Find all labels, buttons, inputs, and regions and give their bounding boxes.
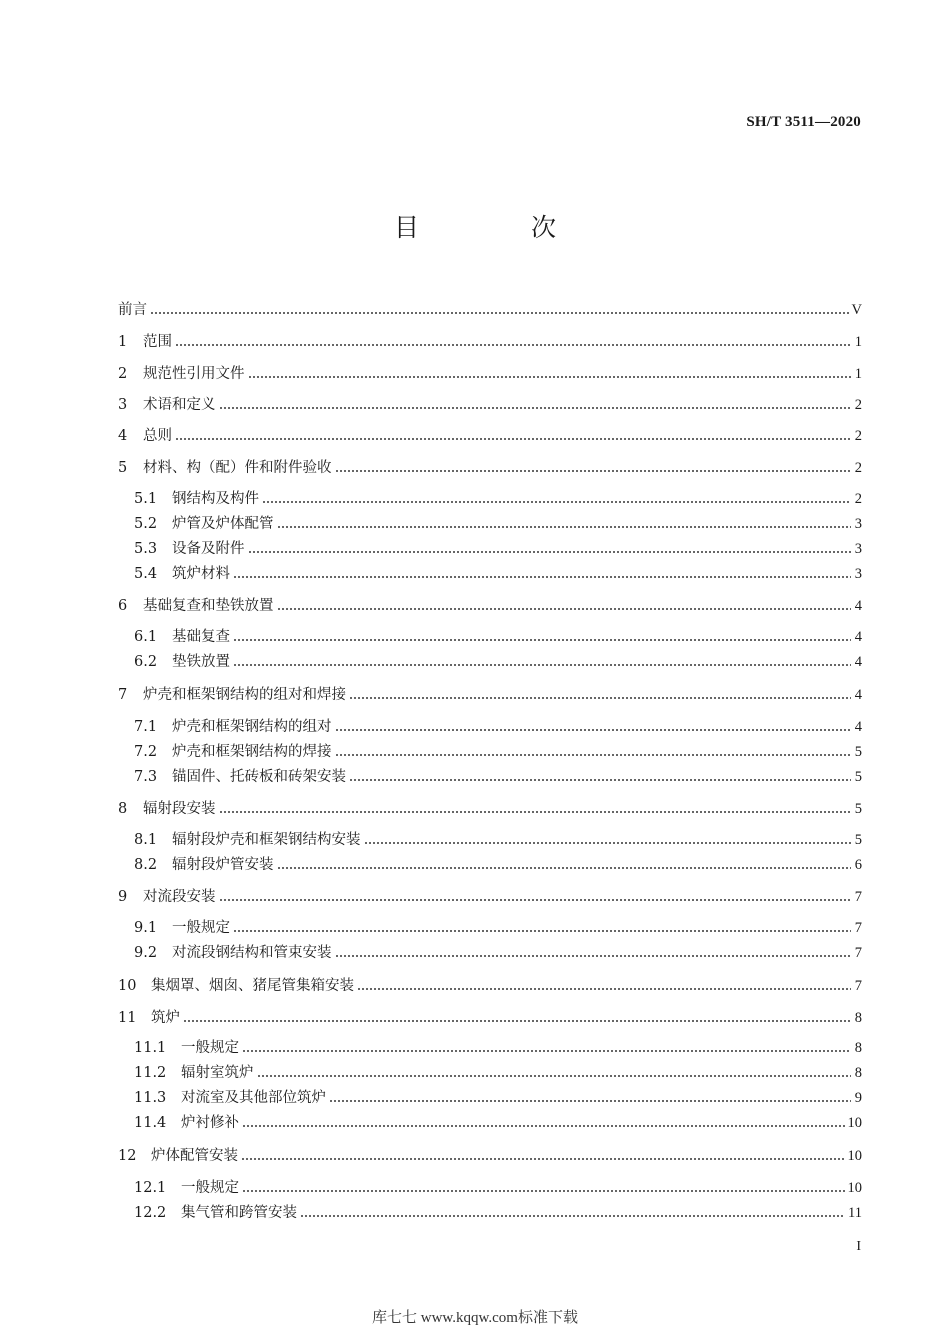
toc-entry-number: 8 xyxy=(118,801,128,817)
toc-entry-label: 辐射段炉壳和框架钢结构安装 xyxy=(172,832,361,848)
toc-entry-page: 10 xyxy=(847,1148,862,1164)
toc-entry[interactable] xyxy=(118,798,862,820)
toc-entry-page: 4 xyxy=(854,687,862,703)
toc-entry-page: 2 xyxy=(854,428,862,444)
watermark-text: 库七七 www.kqqw.com标准下载 xyxy=(372,1310,578,1326)
toc-entry[interactable] xyxy=(134,626,862,648)
toc-entry-number: 11 xyxy=(118,1010,137,1026)
dot-leader xyxy=(219,899,852,902)
toc-entry[interactable] xyxy=(134,651,862,673)
dot-leader xyxy=(233,639,851,642)
toc-entry-label: 筑炉材料 xyxy=(172,566,230,582)
toc-entry-number: 2 xyxy=(118,366,128,382)
toc-entry-number: 11.1 xyxy=(134,1040,167,1056)
dot-leader xyxy=(233,930,851,933)
toc-entry-label: 筑炉 xyxy=(151,1010,180,1026)
toc-entry-page: 8 xyxy=(854,1065,862,1081)
toc-entry-page: 2 xyxy=(854,460,862,476)
dot-leader xyxy=(349,779,851,782)
toc-entry-label: 集烟罩、烟囱、猪尾管集箱安装 xyxy=(151,978,354,994)
toc-entry-label: 规范性引用文件 xyxy=(143,366,245,382)
toc-entry[interactable] xyxy=(118,363,862,385)
toc-entry-label: 辐射段安装 xyxy=(143,801,216,817)
toc-entry-label: 辐射段炉管安装 xyxy=(172,857,274,873)
toc-entry-page: 11 xyxy=(848,1205,862,1221)
toc-entry[interactable] xyxy=(134,829,862,851)
dot-leader xyxy=(349,697,851,700)
toc-entry-label: 对流段安装 xyxy=(143,889,216,905)
toc-entry-label: 辐射室筑炉 xyxy=(181,1065,254,1081)
toc-entry-page: 10 xyxy=(847,1180,862,1196)
dot-leader xyxy=(335,470,852,473)
dot-leader xyxy=(277,526,852,529)
dot-leader xyxy=(248,376,852,379)
toc-entry-label: 炉衬修补 xyxy=(181,1115,239,1131)
toc-entry-label: 对流段钢结构和管束安装 xyxy=(172,945,332,961)
dot-leader xyxy=(277,608,852,611)
dot-leader xyxy=(364,842,852,845)
toc-entry[interactable] xyxy=(118,331,862,353)
toc-entry-label: 范围 xyxy=(143,334,172,350)
toc-entry[interactable] xyxy=(134,1087,862,1109)
dot-leader xyxy=(257,1075,852,1078)
toc-entry-label: 对流室及其他部位筑炉 xyxy=(181,1090,326,1106)
toc-entry[interactable] xyxy=(118,299,862,321)
toc-entry-number: 8.1 xyxy=(134,832,158,848)
page-number: I xyxy=(856,1239,861,1254)
dot-leader xyxy=(242,1125,845,1128)
toc-entry-label: 炉壳和框架钢结构的焊接 xyxy=(172,744,332,760)
dot-leader xyxy=(233,576,851,579)
toc-entry[interactable] xyxy=(134,854,862,876)
toc-entry-number: 5.4 xyxy=(134,566,158,582)
toc-entry-page: 8 xyxy=(854,1010,862,1026)
toc-entry[interactable] xyxy=(134,538,862,560)
toc-entry-page: 7 xyxy=(854,920,862,936)
dot-leader xyxy=(150,312,849,315)
toc-entry[interactable] xyxy=(118,595,862,617)
toc-entry-label: 集气管和跨管安装 xyxy=(181,1205,297,1221)
toc-entry-number: 5 xyxy=(118,460,128,476)
dot-leader xyxy=(242,1050,851,1053)
toc-entry-page: 4 xyxy=(854,719,862,735)
toc-entry-number: 12.2 xyxy=(134,1205,167,1221)
toc-entry-page: 7 xyxy=(854,945,862,961)
dot-leader xyxy=(248,551,852,554)
toc-entry-page: 7 xyxy=(854,978,862,994)
toc-entry[interactable] xyxy=(118,975,862,997)
toc-entry-label: 一般规定 xyxy=(172,920,230,936)
toc-entry-label: 一般规定 xyxy=(181,1180,239,1196)
toc-entry[interactable] xyxy=(134,917,862,939)
toc-entry-page: 8 xyxy=(854,1040,862,1056)
dot-leader xyxy=(219,811,852,814)
toc-entry-number: 7 xyxy=(118,687,128,703)
toc-entry-page: V xyxy=(851,302,862,318)
dot-leader xyxy=(335,754,852,757)
toc-entry-label: 锚固件、托砖板和砖架安装 xyxy=(172,769,346,785)
toc-entry-page: 4 xyxy=(854,629,862,645)
toc-entry[interactable] xyxy=(118,1145,862,1167)
toc-entry-page: 5 xyxy=(854,801,862,817)
toc-entry-label: 基础复查和垫铁放置 xyxy=(143,598,274,614)
toc-entry-number: 5.3 xyxy=(134,541,158,557)
standard-code: SH/T 3511—2020 xyxy=(746,114,861,130)
toc-entry-number: 9.1 xyxy=(134,920,158,936)
toc-entry-page: 3 xyxy=(854,566,862,582)
toc-entry-label: 一般规定 xyxy=(181,1040,239,1056)
toc-entry-page: 7 xyxy=(854,889,862,905)
toc-entry-number: 6.1 xyxy=(134,629,158,645)
toc-entry-page: 1 xyxy=(854,366,862,382)
toc-entry-label: 材料、构（配）件和附件验收 xyxy=(143,460,332,476)
toc-entry-number: 12.1 xyxy=(134,1180,167,1196)
toc-entry-number: 1 xyxy=(118,334,128,350)
toc-entry-label: 前言 xyxy=(118,302,147,318)
toc-entry-label: 炉壳和框架钢结构的组对 xyxy=(172,719,332,735)
toc-entry-number: 9.2 xyxy=(134,945,158,961)
toc-entry-number: 11.4 xyxy=(134,1115,167,1131)
toc-entry-page: 4 xyxy=(854,598,862,614)
toc-entry-number: 3 xyxy=(118,397,128,413)
toc-entry-page: 1 xyxy=(854,334,862,350)
dot-leader xyxy=(300,1215,845,1218)
dot-leader xyxy=(219,407,852,410)
toc-entry-number: 8.2 xyxy=(134,857,158,873)
toc-entry-page: 10 xyxy=(847,1115,862,1131)
toc-entry[interactable] xyxy=(118,684,862,706)
toc-entry-number: 12 xyxy=(118,1148,137,1164)
toc-entry[interactable] xyxy=(134,741,862,763)
toc-entry-label: 设备及附件 xyxy=(172,541,245,557)
toc-entry[interactable] xyxy=(134,1112,862,1134)
dot-leader xyxy=(175,344,851,347)
toc-entry-number: 7.3 xyxy=(134,769,158,785)
toc-entry-number: 7.1 xyxy=(134,719,158,735)
toc-entry[interactable] xyxy=(134,1037,862,1059)
toc-entry[interactable] xyxy=(134,716,862,738)
toc-entry[interactable] xyxy=(134,563,862,585)
toc-entry-number: 6.2 xyxy=(134,654,158,670)
toc-entry-label: 垫铁放置 xyxy=(172,654,230,670)
toc-entry-page: 3 xyxy=(854,516,862,532)
dot-leader xyxy=(329,1100,851,1103)
toc-entry[interactable] xyxy=(118,886,862,908)
dot-leader xyxy=(183,1020,851,1023)
toc-entry-number: 11.3 xyxy=(134,1090,167,1106)
toc-entry-label: 总则 xyxy=(143,428,172,444)
toc-entry[interactable] xyxy=(118,425,862,447)
toc-entry[interactable] xyxy=(134,942,862,964)
toc-entry-number: 7.2 xyxy=(134,744,158,760)
dot-leader xyxy=(357,988,851,991)
toc-entry-page: 9 xyxy=(854,1090,862,1106)
toc-entry[interactable] xyxy=(118,457,862,479)
toc-entry-page: 6 xyxy=(854,857,862,873)
toc-entry-page: 2 xyxy=(854,491,862,507)
toc-entry[interactable] xyxy=(134,488,862,510)
dot-leader xyxy=(335,955,852,958)
toc-entry-number: 5.1 xyxy=(134,491,158,507)
toc-entry[interactable] xyxy=(118,1007,862,1029)
toc-entry-label: 基础复查 xyxy=(172,629,230,645)
toc-entry[interactable] xyxy=(134,1177,862,1199)
toc-entry-label: 钢结构及构件 xyxy=(172,491,259,507)
toc-entry[interactable] xyxy=(134,513,862,535)
toc-entry-page: 5 xyxy=(854,832,862,848)
toc-entry-number: 5.2 xyxy=(134,516,158,532)
toc-entry[interactable] xyxy=(134,1202,862,1224)
toc-entry[interactable] xyxy=(134,766,862,788)
dot-leader xyxy=(175,438,851,441)
toc-entry-label: 炉体配管安装 xyxy=(151,1148,238,1164)
toc-entry-label: 术语和定义 xyxy=(143,397,216,413)
dot-leader xyxy=(241,1158,845,1161)
dot-leader xyxy=(242,1190,845,1193)
toc-entry-page: 3 xyxy=(854,541,862,557)
dot-leader xyxy=(233,664,851,667)
toc-entry[interactable] xyxy=(134,1062,862,1084)
dot-leader xyxy=(262,501,851,504)
toc-entry[interactable] xyxy=(118,394,862,416)
toc-entry-label: 炉管及炉体配管 xyxy=(172,516,274,532)
dot-leader xyxy=(277,867,852,870)
toc-entry-number: 11.2 xyxy=(134,1065,167,1081)
toc-entry-page: 5 xyxy=(854,769,862,785)
toc-entry-number: 4 xyxy=(118,428,128,444)
toc-entry-page: 4 xyxy=(854,654,862,670)
toc-entry-page: 5 xyxy=(854,744,862,760)
toc-entry-number: 10 xyxy=(118,978,137,994)
dot-leader xyxy=(335,729,852,732)
toc-entry-label: 炉壳和框架钢结构的组对和焊接 xyxy=(143,687,346,703)
toc-entry-number: 6 xyxy=(118,598,128,614)
toc-entry-page: 2 xyxy=(854,397,862,413)
toc-entry-number: 9 xyxy=(118,889,128,905)
page-title: 目 次 xyxy=(394,213,608,242)
